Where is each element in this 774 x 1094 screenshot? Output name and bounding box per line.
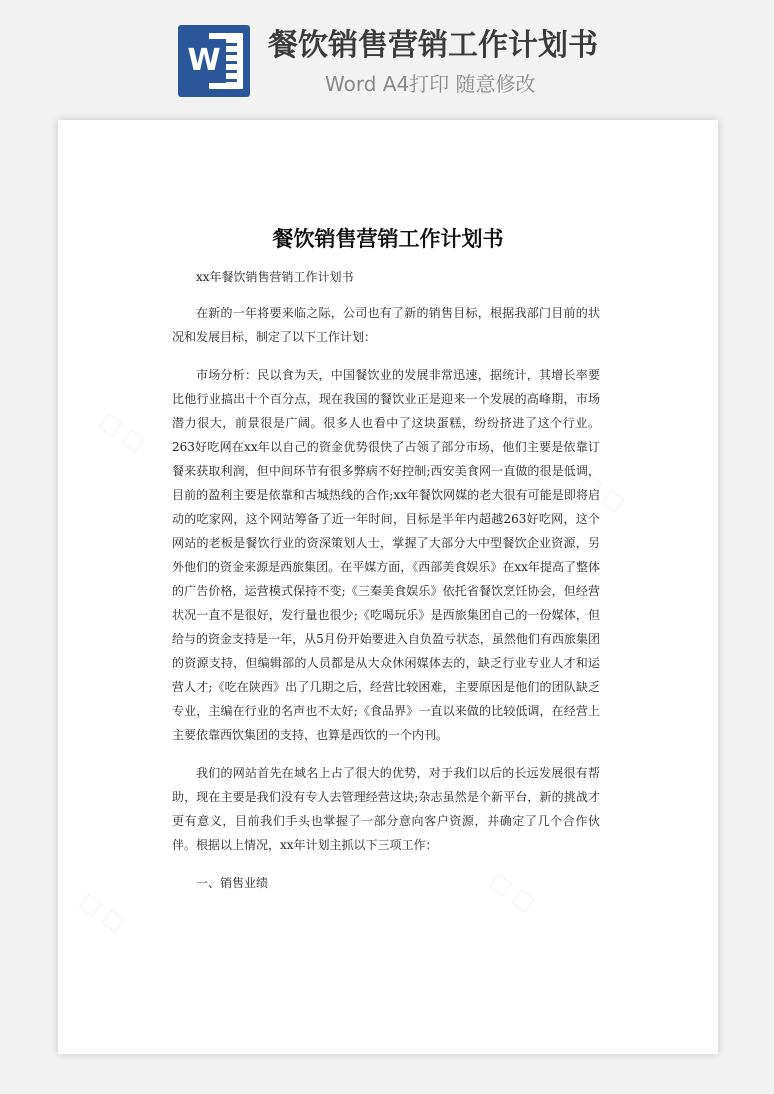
word-icon-letter: W	[182, 39, 226, 83]
section-heading-sales: 一、销售业绩	[196, 876, 269, 890]
document-page	[58, 120, 718, 1054]
word-document-icon	[178, 25, 250, 97]
page-title: 餐饮销售营销工作计划书	[272, 226, 504, 251]
preview-header	[0, 0, 774, 110]
document-subtitle: xx年餐饮销售营销工作计划书	[196, 270, 354, 284]
paragraph-advantages: 我们的网站首先在域名上占了很大的优势，对于我们以后的长远发展很有帮助，现在主要是我们没有专人去管理经营这块;杂志虽然是个新平台，新的挑战才更有意义，目前我们手头也掌握了一部分意向客户资源，并确定了几个合作伙伴。根据以上情况，xx年计划主抓以下三项工作：	[172, 766, 600, 852]
watermark	[95, 408, 149, 456]
document-heading: 餐饮销售营销工作计划书	[268, 28, 598, 63]
paragraph-market-analysis: 市场分析：民以食为天，中国餐饮业的发展非常迅速，据统计，其增长率要比他行业搞出十个百分点，现在我国的餐饮业正是迎来一个发展的高峰期，市场潜力很大，前景很是广阔。很多人也看中了这块蛋糕，纷纷挤进了这个行业。263好吃网在xx年以自己的资金优势很快了占领了部分市场，他们主要是依靠订餐来获取利润，但中间环节有很多弊病不好控制;西安美食网一直做的很是低调，目前的盈利主要是依靠和古城热线的合作;xx年餐饮网媒的老大很有可能是即将启动的吃家网，这个网站筹备了近一年时间，目标是半年内超越263好吃网，这个网站的老板是餐饮行业的资深策划人士，掌握了大部分大中型餐饮企业资源，另外他们的资金来源是西旅集团。在平媒方面，《西部美食娱乐》在xx年提高了整体的广告价格，运营模式保持不变;《三秦美食娱乐》依托省餐饮烹饪协会，但经营状况一直不是很好，发行量也很少;《吃喝玩乐》是西旅集团自己的一份媒体，但给与的资金支持是一年，从5月份开始要进入自负盈亏状态，虽然他们有西旅集团的资源支持，但编辑部的人员都是从大众休闲媒体去的，缺乏行业专业人才和运营人才;《吃在陕西》出了几期之后，经营比较困难，主要原因是他们的团队缺乏专业，主编在行业的名声也不太好;《食品界》一直以来做的比较低调，在经营上主要依靠西饮集团的支持，也算是西饮的一个内刊。	[172, 368, 600, 742]
paragraph-intro: 在新的一年将要来临之际，公司也有了新的销售目标，根据我部门目前的状况和发展目标，制定了以下工作计划：	[172, 306, 600, 344]
document-subheading: Word A4打印 随意修改	[325, 72, 536, 96]
document-body	[172, 265, 600, 909]
watermark	[75, 888, 129, 936]
